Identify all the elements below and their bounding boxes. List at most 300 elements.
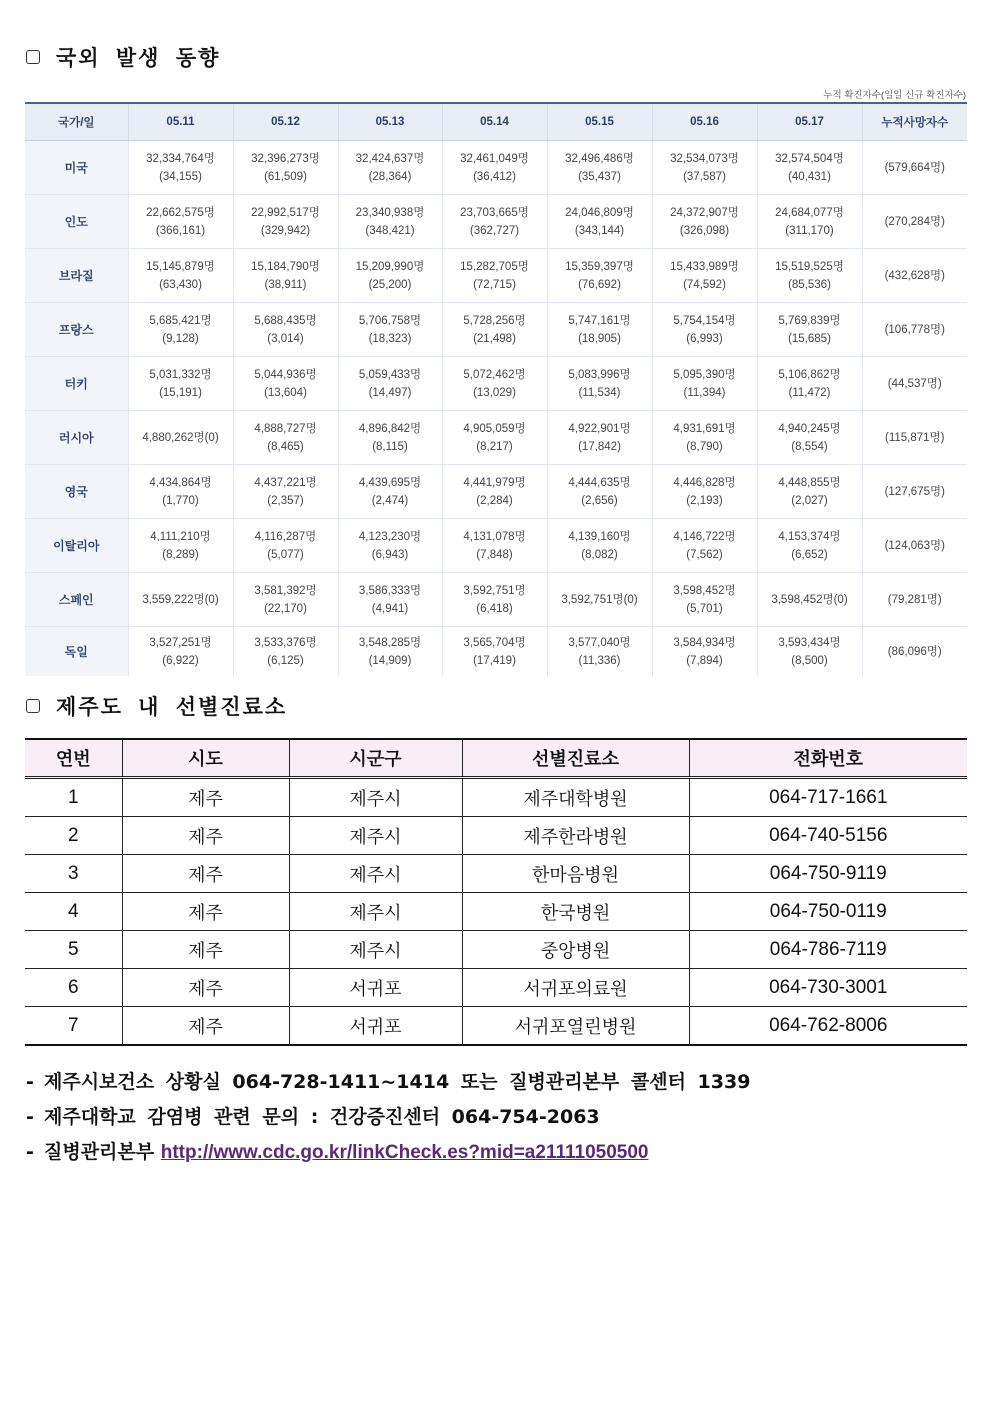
table-row [25, 303, 967, 357]
case-count-cell [547, 357, 652, 411]
clinic-name: 한마음병원 [462, 855, 689, 893]
deaths-cell: (579,664명) [862, 141, 967, 195]
cumulative-count: 4,116,287명 [254, 530, 317, 543]
country-cell: 프랑스 [25, 303, 128, 357]
daily-new-count: (366,161) [155, 224, 206, 237]
case-count-cell [128, 141, 233, 195]
overseas-header-cell: 05.14 [442, 103, 547, 141]
deaths-cell: (127,675명) [862, 465, 967, 519]
deaths-cell: (86,096명) [887, 645, 942, 658]
case-count-cell [652, 357, 757, 411]
table-row [25, 778, 967, 817]
case-count-cell [757, 411, 862, 465]
cumulative-count: 4,905,059명 [463, 422, 526, 435]
province: 제주 [122, 855, 289, 893]
daily-new-count: (14,909) [368, 654, 412, 667]
daily-new-count: (40,431) [788, 170, 831, 183]
overseas-header-cell: 누적사망자수 [862, 103, 967, 141]
daily-new-count: (8,500) [791, 654, 828, 667]
cumulative-count: 4,880,262명(0) [142, 431, 219, 444]
clinic-header-cell: 연번 [25, 739, 122, 778]
daily-new-count: (8,790) [686, 440, 723, 453]
city: 제주시 [289, 893, 462, 931]
cumulative-count: 4,146,722명 [673, 530, 736, 543]
daily-new-count: (35,437) [578, 170, 621, 183]
cumulative-count: 3,527,251명 [149, 636, 212, 649]
table-row [25, 1007, 967, 1046]
case-count-cell [757, 195, 862, 249]
cdc-link[interactable]: http://www.cdc.go.kr/linkCheck.es?mid=a21111050500 [160, 1142, 649, 1163]
cumulative-count: 15,184,790명 [251, 260, 320, 273]
cumulative-count: 15,209,990명 [355, 260, 425, 273]
cumulative-count: 3,584,934명 [673, 636, 736, 649]
daily-new-count: (8,554) [791, 440, 828, 453]
case-count-cell [128, 357, 233, 411]
section-title-text: 국외 발생 동향 [56, 46, 221, 70]
table-row [25, 357, 967, 411]
case-count-cell [128, 519, 233, 573]
daily-new-count: (329,942) [260, 224, 311, 237]
cumulative-count: 4,131,078명 [463, 530, 526, 543]
cumulative-count: 4,139,160명 [568, 530, 631, 543]
case-count-cell [233, 141, 338, 195]
city: 서귀포 [289, 1007, 462, 1046]
daily-new-count: (11,336) [578, 654, 621, 667]
cumulative-count: 4,922,901명 [568, 422, 631, 435]
daily-new-count: (15,191) [159, 386, 202, 399]
section-title-jeju [26, 691, 287, 721]
case-count-cell [757, 249, 862, 303]
case-count-cell [442, 411, 547, 465]
province: 제주 [122, 931, 289, 969]
table-row [25, 817, 967, 855]
deaths-cell: (432,628명) [862, 249, 967, 303]
overseas-header-cell: 05.15 [547, 103, 652, 141]
cumulative-count: 15,282,705명 [460, 260, 529, 273]
case-count-cell [233, 465, 338, 519]
contact-line-2: - 제주대학교 감염병 관련 문의 : 건강증진센터 064-754-2063 [26, 1106, 600, 1128]
daily-new-count: (6,652) [791, 548, 828, 561]
daily-new-count: (6,418) [476, 602, 513, 615]
case-count-cell [442, 357, 547, 411]
case-count-cell [233, 519, 338, 573]
case-count-cell [442, 303, 547, 357]
cumulative-count: 3,533,376명 [254, 636, 317, 649]
cumulative-count: 4,441,979명 [463, 476, 526, 489]
case-count-cell [338, 357, 442, 411]
daily-new-count: (7,848) [476, 548, 513, 561]
cumulative-count: 32,461,049명 [460, 152, 529, 165]
cumulative-count: 24,372,907명 [670, 206, 739, 219]
cumulative-count: 15,359,397명 [565, 260, 634, 273]
daily-new-count: (76,692) [578, 278, 621, 291]
checkbox-icon[interactable] [26, 50, 40, 64]
case-count-cell [233, 627, 338, 677]
phone-number: 064-750-9119 [689, 855, 967, 893]
case-count-cell [652, 303, 757, 357]
cumulative-count: 3,577,040명 [568, 636, 631, 649]
case-count-cell [338, 465, 442, 519]
daily-new-count: (2,357) [267, 494, 304, 507]
row-number: 4 [25, 893, 122, 931]
case-count-cell [233, 411, 338, 465]
daily-new-count: (2,027) [791, 494, 828, 507]
daily-new-count: (11,534) [578, 386, 621, 399]
clinic-header-row [25, 739, 967, 778]
daily-new-count: (348,421) [365, 224, 415, 237]
table-row [25, 249, 967, 303]
daily-new-count: (6,993) [686, 332, 723, 345]
cumulative-count: 4,123,230명 [358, 530, 422, 543]
overseas-header-cell: 국가/일 [25, 103, 128, 141]
daily-new-count: (85,536) [788, 278, 831, 291]
daily-new-count: (7,562) [686, 548, 723, 561]
cumulative-count: 5,059,433명 [358, 368, 422, 381]
province: 제주 [122, 817, 289, 855]
table-row [25, 627, 967, 677]
daily-new-count: (8,465) [267, 440, 304, 453]
table-row [25, 893, 967, 931]
case-count-cell [652, 627, 757, 677]
clinic-name: 중앙병원 [462, 931, 689, 969]
daily-new-count: (61,509) [264, 170, 307, 183]
row-number: 2 [25, 817, 122, 855]
daily-new-count: (8,289) [162, 548, 199, 561]
table-row [25, 141, 967, 195]
daily-new-count: (13,604) [264, 386, 307, 399]
daily-new-count: (2,193) [686, 494, 723, 507]
table-row [25, 519, 967, 573]
daily-new-count: (11,472) [788, 386, 831, 399]
cumulative-count: 4,444,635명 [568, 476, 631, 489]
daily-new-count: (2,656) [581, 494, 618, 507]
daily-new-count: (1,770) [162, 494, 199, 507]
overseas-header-cell: 05.17 [757, 103, 862, 141]
daily-new-count: (4,941) [371, 602, 409, 615]
case-count-cell [757, 465, 862, 519]
cumulative-count: 3,581,392명 [254, 584, 317, 597]
city: 제주시 [289, 817, 462, 855]
case-count-cell [338, 411, 442, 465]
phone-number: 064-750-0119 [689, 893, 967, 931]
cumulative-count: 5,706,758명 [358, 314, 422, 327]
country-cell: 미국 [25, 141, 128, 195]
section-title-text: 제주도 내 선별진료소 [56, 695, 288, 719]
clinic-name: 서귀포열린병원 [462, 1007, 689, 1046]
clinic-header-cell: 시도 [122, 739, 289, 778]
cumulative-count: 5,044,936명 [254, 368, 317, 381]
cumulative-count: 5,095,390명 [673, 368, 736, 381]
daily-new-count: (11,394) [683, 386, 726, 399]
cumulative-count: 22,992,517명 [251, 206, 320, 219]
cumulative-count: 5,769,839명 [778, 314, 841, 327]
overseas-table [25, 102, 967, 676]
checkbox-icon[interactable] [26, 699, 40, 713]
cumulative-count: 4,448,855명 [778, 476, 841, 489]
table-row [25, 573, 967, 627]
daily-new-count: (7,894) [686, 654, 723, 667]
cumulative-count: 32,534,073명 [670, 152, 739, 165]
daily-new-count: (8,082) [581, 548, 618, 561]
case-count-cell [442, 573, 547, 627]
case-count-cell [233, 303, 338, 357]
cumulative-count: 5,072,462명 [463, 368, 526, 381]
table-row [25, 931, 967, 969]
case-count-cell [547, 303, 652, 357]
case-count-cell [757, 519, 862, 573]
case-count-cell [547, 519, 652, 573]
contact-info [26, 1068, 750, 1173]
contact-line-1: - 제주시보건소 상황실 064-728-1411~1414 또는 질병관리본부 콜센터 1339 [26, 1071, 751, 1093]
daily-new-count: (6,922) [162, 654, 199, 667]
phone-number: 064-730-3001 [689, 969, 967, 1007]
case-count-cell [442, 249, 547, 303]
country-cell: 이탈리아 [25, 519, 128, 573]
cumulative-count: 4,439,695명 [358, 476, 422, 489]
table-row [25, 969, 967, 1007]
daily-new-count: (17,419) [473, 654, 516, 667]
clinic-name: 한국병원 [462, 893, 689, 931]
daily-new-count: (6,125) [267, 654, 304, 667]
overseas-header-cell: 05.12 [233, 103, 338, 141]
clinic-header-cell: 전화번호 [689, 739, 967, 778]
cumulative-count: 4,437,221명 [254, 476, 317, 489]
case-count-cell [233, 195, 338, 249]
case-count-cell [547, 249, 652, 303]
cumulative-count: 5,728,256명 [463, 314, 526, 327]
cumulative-count: 32,396,273명 [251, 152, 320, 165]
case-count-cell [338, 141, 442, 195]
case-count-cell [128, 249, 233, 303]
cumulative-count: 4,153,374명 [778, 530, 841, 543]
case-count-cell [652, 195, 757, 249]
cumulative-count: 3,598,452명(0) [771, 593, 848, 606]
table-row [25, 195, 967, 249]
cumulative-count: 4,111,210명 [150, 530, 211, 543]
daily-new-count: (2,284) [476, 494, 513, 507]
section-title-overseas [26, 42, 220, 72]
case-count-cell [547, 627, 652, 677]
cumulative-count: 23,703,665명 [460, 206, 529, 219]
case-count-cell [128, 195, 233, 249]
row-number: 1 [25, 778, 122, 817]
overseas-header-cell: 05.13 [338, 103, 442, 141]
case-count-cell [757, 627, 862, 677]
row-number: 5 [25, 931, 122, 969]
country-cell: 러시아 [25, 411, 128, 465]
table-note: 누적 확진자수(일일 신규 확진자수) [823, 90, 966, 101]
cumulative-count: 5,685,421명 [149, 314, 212, 327]
deaths-cell: (79,281명) [862, 573, 967, 627]
cumulative-count: 3,592,751명(0) [561, 593, 638, 606]
daily-new-count: (37,587) [683, 170, 726, 183]
cumulative-count: 5,031,332명 [149, 368, 212, 381]
phone-number: 064-717-1661 [689, 778, 967, 817]
case-count-cell [442, 519, 547, 573]
cumulative-count: 3,559,222명(0) [142, 593, 219, 606]
daily-new-count: (6,943) [371, 548, 409, 561]
daily-new-count: (9,128) [162, 332, 199, 345]
daily-new-count: (5,077) [267, 548, 304, 561]
cumulative-count: 5,754,154명 [673, 314, 736, 327]
deaths-cell: (270,284명) [862, 195, 967, 249]
case-count-cell [652, 411, 757, 465]
daily-new-count: (3,014) [267, 332, 304, 345]
daily-new-count: (14,497) [368, 386, 412, 399]
cumulative-count: 22,662,575명 [146, 206, 215, 219]
clinic-header-cell: 선별진료소 [462, 739, 689, 778]
case-count-cell [757, 141, 862, 195]
country-cell: 터키 [25, 357, 128, 411]
case-count-cell [338, 249, 442, 303]
case-count-cell [757, 357, 862, 411]
phone-number: 064-762-8006 [689, 1007, 967, 1046]
cumulative-count: 24,684,077명 [775, 206, 844, 219]
deaths-cell: (106,778명) [862, 303, 967, 357]
case-count-cell [652, 465, 757, 519]
case-count-cell [338, 195, 442, 249]
case-count-cell [338, 627, 442, 677]
case-count-cell [547, 573, 652, 627]
phone-number: 064-786-7119 [689, 931, 967, 969]
cumulative-count: 3,565,704명 [463, 636, 526, 649]
province: 제주 [122, 969, 289, 1007]
case-count-cell [652, 573, 757, 627]
case-count-cell [128, 573, 233, 627]
case-count-cell [338, 519, 442, 573]
cumulative-count: 3,598,452명 [673, 584, 736, 597]
cumulative-count: 15,145,879명 [146, 260, 215, 273]
cumulative-count: 24,046,809명 [565, 206, 634, 219]
case-count-cell [233, 249, 338, 303]
cumulative-count: 32,496,486명 [565, 152, 634, 165]
daily-new-count: (5,701) [686, 602, 723, 615]
cumulative-count: 3,593,434명 [778, 636, 841, 649]
cumulative-count: 5,688,435명 [254, 314, 317, 327]
daily-new-count: (343,144) [574, 224, 625, 237]
case-count-cell [442, 627, 547, 677]
daily-new-count: (18,323) [368, 332, 412, 345]
row-number: 7 [25, 1007, 122, 1046]
deaths-cell: (44,537명) [862, 357, 967, 411]
case-count-cell [128, 627, 233, 677]
deaths-cell: (124,063명) [862, 519, 967, 573]
cumulative-count: 5,747,161명 [568, 314, 631, 327]
daily-new-count: (13,029) [473, 386, 516, 399]
province: 제주 [122, 1007, 289, 1046]
city: 제주시 [289, 931, 462, 969]
overseas-header-cell: 05.16 [652, 103, 757, 141]
case-count-cell [442, 465, 547, 519]
cumulative-count: 4,888,727명 [254, 422, 317, 435]
daily-new-count: (21,498) [473, 332, 516, 345]
daily-new-count: (2,474) [371, 494, 409, 507]
cumulative-count: 23,340,938명 [355, 206, 425, 219]
country-cell: 스페인 [25, 573, 128, 627]
case-count-cell [233, 573, 338, 627]
table-row [25, 465, 967, 519]
daily-new-count: (311,170) [785, 224, 834, 237]
clinic-header-cell: 시군구 [289, 739, 462, 778]
clinic-name: 제주한라병원 [462, 817, 689, 855]
case-count-cell [338, 573, 442, 627]
case-count-cell [652, 249, 757, 303]
case-count-cell [547, 141, 652, 195]
daily-new-count: (17,842) [578, 440, 621, 453]
city: 제주시 [289, 778, 462, 817]
case-count-cell [757, 573, 862, 627]
table-row [25, 855, 967, 893]
cumulative-count: 4,446,828명 [673, 476, 736, 489]
cumulative-count: 4,940,245명 [778, 422, 841, 435]
case-count-cell [652, 141, 757, 195]
cumulative-count: 4,896,842명 [358, 422, 422, 435]
province: 제주 [122, 893, 289, 931]
cumulative-count: 32,334,764명 [146, 152, 215, 165]
cumulative-count: 5,106,862명 [778, 368, 841, 381]
city: 제주시 [289, 855, 462, 893]
cumulative-count: 32,574,504명 [775, 152, 844, 165]
daily-new-count: (72,715) [473, 278, 516, 291]
daily-new-count: (362,727) [469, 224, 520, 237]
case-count-cell [547, 411, 652, 465]
daily-new-count: (28,364) [368, 170, 412, 183]
country-cell: 영국 [25, 465, 128, 519]
row-number: 6 [25, 969, 122, 1007]
case-count-cell [652, 519, 757, 573]
daily-new-count: (74,592) [683, 278, 726, 291]
row-number: 3 [25, 855, 122, 893]
cumulative-count: 3,548,285명 [358, 636, 422, 649]
daily-new-count: (38,911) [264, 278, 307, 291]
daily-new-count: (36,412) [473, 170, 516, 183]
case-count-cell [547, 195, 652, 249]
daily-new-count: (8,217) [476, 440, 513, 453]
case-count-cell [128, 411, 233, 465]
daily-new-count: (8,115) [372, 440, 408, 453]
clinic-name: 서귀포의료원 [462, 969, 689, 1007]
overseas-header-cell: 05.11 [128, 103, 233, 141]
country-cell: 브라질 [25, 249, 128, 303]
cumulative-count: 3,586,333명 [358, 584, 422, 597]
cumulative-count: 15,519,525명 [775, 260, 844, 273]
province: 제주 [122, 778, 289, 817]
cumulative-count: 15,433,989명 [670, 260, 739, 273]
daily-new-count: (63,430) [159, 278, 202, 291]
daily-new-count: (18,905) [578, 332, 621, 345]
case-count-cell [442, 141, 547, 195]
country-cell: 독일 [25, 627, 128, 677]
clinic-name: 제주대학병원 [462, 778, 689, 817]
table-row [25, 411, 967, 465]
case-count-cell [233, 357, 338, 411]
deaths-cell: (115,871명) [862, 411, 967, 465]
cumulative-count: 32,424,637명 [355, 152, 425, 165]
case-count-cell [547, 465, 652, 519]
case-count-cell [442, 195, 547, 249]
daily-new-count: (34,155) [159, 170, 202, 183]
cumulative-count: 4,931,691명 [673, 422, 736, 435]
cumulative-count: 5,083,996명 [568, 368, 631, 381]
case-count-cell [757, 303, 862, 357]
city: 서귀포 [289, 969, 462, 1007]
case-count-cell [128, 303, 233, 357]
daily-new-count: (25,200) [368, 278, 412, 291]
case-count-cell [128, 465, 233, 519]
contact-line-3: - 질병관리본부 http://www.cdc.go.kr/linkCheck.es?mid=a21111050500 [26, 1141, 649, 1163]
cumulative-count: 3,592,751명 [463, 584, 526, 597]
clinic-table [25, 738, 967, 1046]
